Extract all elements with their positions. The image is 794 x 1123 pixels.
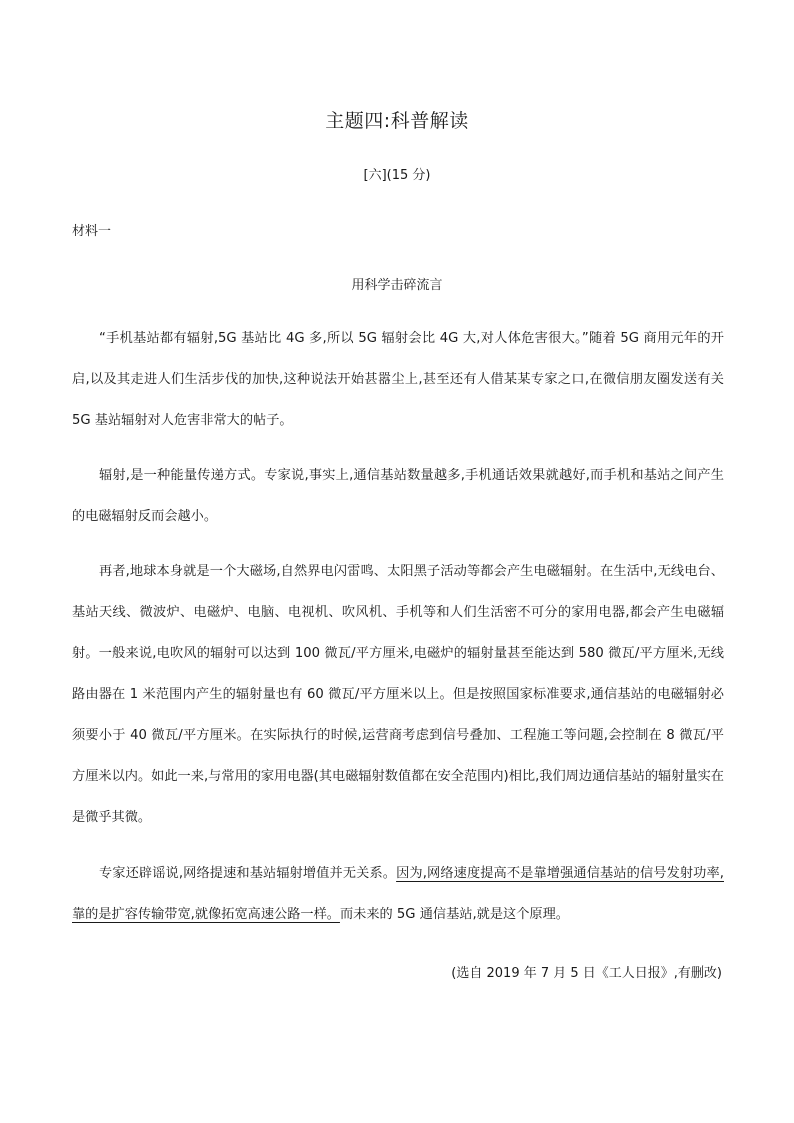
underlined-sentence: 因为,网络速度提高不是靠增强通信基站的信号发射功率,靠的是扩容传输带宽,就像拓宽高速公路一样。 xyxy=(72,866,724,922)
source-citation: (选自 2019 年 7 月 5 日《工人日报》,有删改) xyxy=(451,966,722,981)
article-paragraph-1: “手机基站都有辐射,5G 基站比 4G 多,所以 5G 辐射会比 4G 大,对人体危害很大。”随着 5G 商用元年的开启,以及其走进人们生活步伐的加快,这种说法开始甚嚣尘上,甚至还有人借某某专家之口,在微信朋友圈发送有关 5G 基站辐射对人危害非常大的帖子。 xyxy=(72,331,724,428)
paragraph-4-tail: 而未来的 5G 通信基站,就是这个原理。 xyxy=(339,907,569,922)
article-paragraph-4 xyxy=(72,853,724,935)
article-title: 用科学击碎流言 xyxy=(351,278,443,293)
paragraph-4-lead: 专家还辟谣说,网络提速和基站辐射增值并无关系。 xyxy=(99,866,397,881)
page-title: 主题四:科普解读 xyxy=(325,110,469,132)
article-paragraph-2: 辐射,是一种能量传递方式。专家说,事实上,通信基站数量越多,手机通话效果就越好,而手机和基站之间产生的电磁辐射反而会越小。 xyxy=(72,468,724,524)
article-paragraph-3: 再者,地球本身就是一个大磁场,自然界电闪雷鸣、太阳黑子活动等都会产生电磁辐射。在生活中,无线电台、基站天线、微波炉、电磁炉、电脑、电视机、吹风机、手机等和人们生活密不可分的家用电器,都会产生电磁辐射。一般来说,电吹风的辐射可以达到 100 微瓦/平方厘米,电磁炉的辐射量甚至能达到 580 微瓦/平方厘米,无线路由器在 1 米范围内产生的辐射量也有 60 微瓦/平方厘米以上。但是按照国家标准要求,通信基站的电磁辐射必须要小于 40 微瓦/平方厘米。在实际执行的时候,运营商考虑到信号叠加、工程施工等问题,会控制在 8 微瓦/平方厘米以内。如此一来,与常用的家用电器(其电磁辐射数值都在安全范围内)相比,我们周边通信基站的辐射量实在是微乎其微。 xyxy=(72,564,724,825)
question-number-score: [六](15 分) xyxy=(363,168,431,183)
material-label: 材料一 xyxy=(72,224,112,239)
